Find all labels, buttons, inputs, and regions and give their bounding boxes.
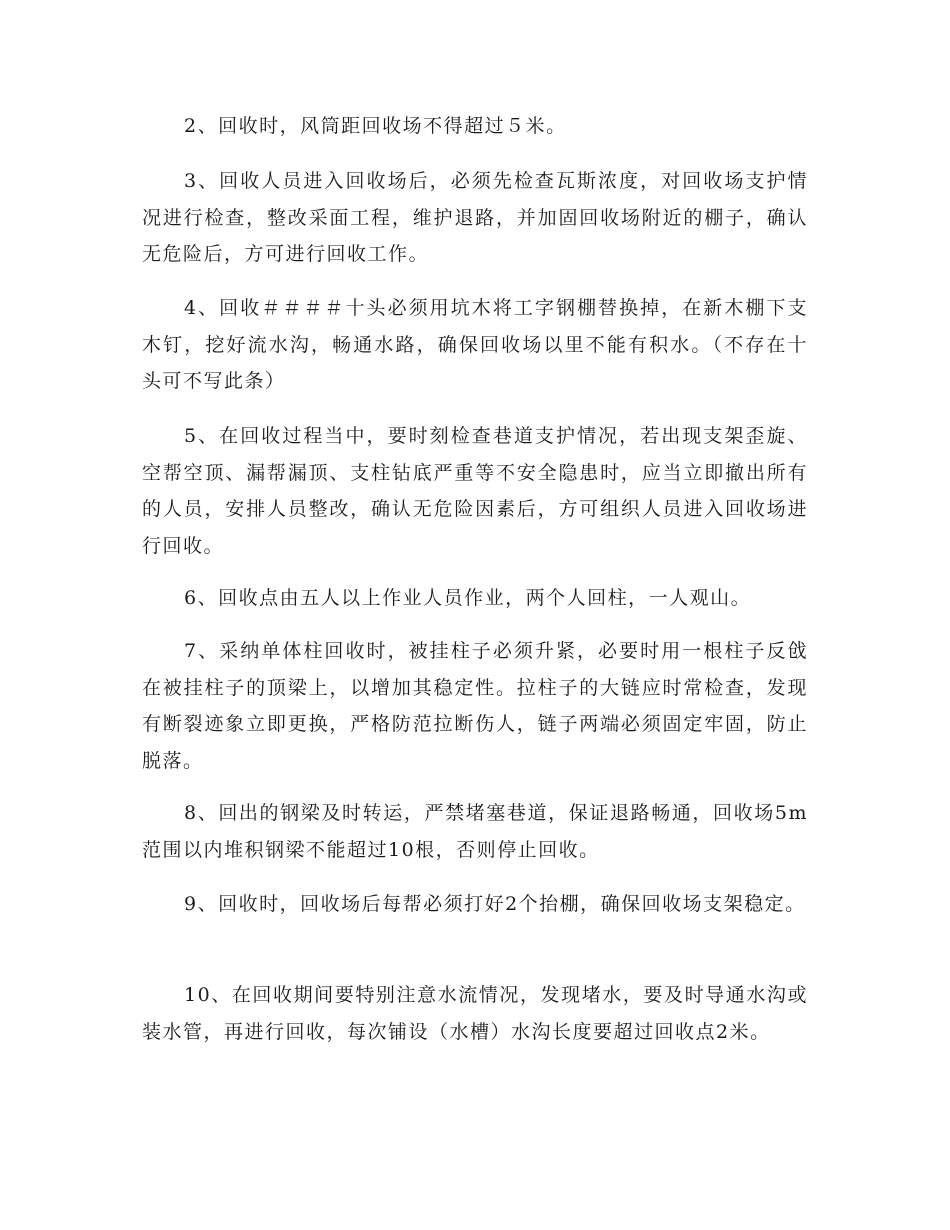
paragraph-item-4: 4、回收＃＃＃＃十头必须用坑木将工字钢棚替换掉，在新木棚下支木钉，挖好流水沟，畅通水路，确保回收场以里不能有积水。（不存在十头可不写此条）: [142, 297, 808, 392]
paragraph-item-9: 9、回收时，回收场后每帮必须打好2个抬棚，确保回收场支架稳定。: [184, 893, 806, 915]
paragraph-item-3: 3、回收人员进入回收场后，必须先检查瓦斯浓度，对回收场支护情况进行检查，整改采面工程，维护退路，并加固回收场附近的棚子，确认无危险后，方可进行回收工作。: [142, 170, 808, 265]
paragraph-item-2: 2、回收时，风筒距回收场不得超过５米。: [184, 115, 567, 137]
paragraph-item-7: 7、采纳单体柱回收时，被挂柱子必须升紧，必要时用一根柱子反戗在被挂柱子的顶梁上，以增加其稳定性。拉柱子的大链应时常检查，发现有断裂迹象立即更换，严格防范拉断伤人，链子两端必须固定牢固，防止脱落。: [142, 640, 808, 772]
paragraph-item-8: 8、回出的钢梁及时转运，严禁堵塞巷道，保证退路畅通，回收场5m范围以内堆积钢梁不能超过10根，否则停止回收。: [142, 802, 808, 861]
paragraph-item-5: 5、在回收过程当中，要时刻检查巷道支护情况，若出现支架歪旋、空帮空顶、漏帮漏顶、支柱钻底严重等不安全隐患时，应当立即撤出所有的人员，安排人员整改，确认无危险因素后，方可组织人员进入回收场进行回收。: [142, 425, 808, 557]
paragraph-item-6: 6、回收点由五人以上作业人员作业，两个人回柱，一人观山。: [184, 587, 752, 609]
paragraph-item-10: 10、在回收期间要特别注意水流情况，发现堵水，要及时导通水沟或装水管，再进行回收，每次铺设（水槽）水沟长度要超过回收点2米。: [142, 984, 808, 1043]
